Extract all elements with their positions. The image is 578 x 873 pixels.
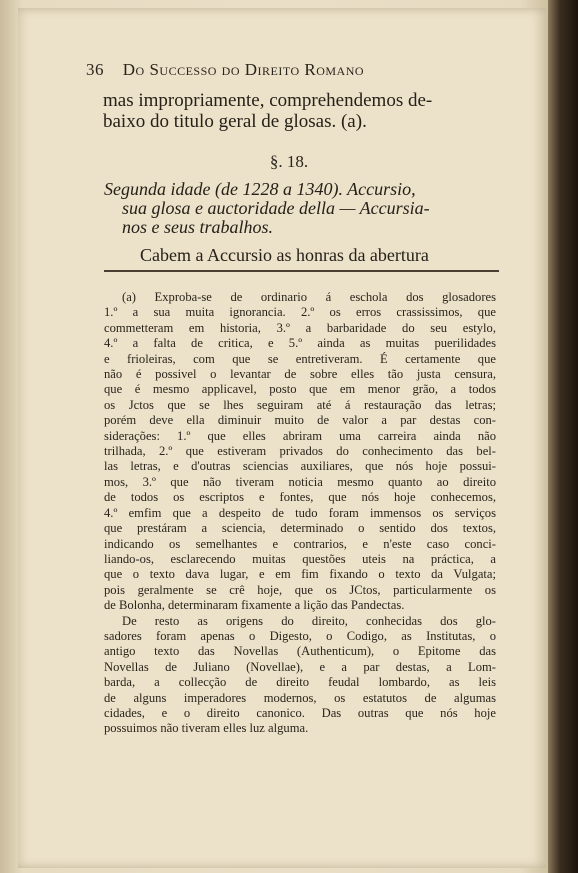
footnote-line: liando-os, esclarecendo muitas questões uteis na práctica, a xyxy=(104,551,496,566)
footnote-line: 1.º a sua muita ignorancia. 2.º os erros crassissimos, que xyxy=(104,305,496,320)
footnote-line: mos, 3.º que não tiveram noticia mesmo quanto ao direito xyxy=(104,474,496,489)
footnote-line: 4.º a falta de critica, e 5.º ainda as muitas puerilidades xyxy=(104,336,496,351)
book-spine xyxy=(548,0,578,873)
footnote-line: de todos os escriptos e fontes, que nós hoje conhecemos, xyxy=(104,490,496,505)
footnote-line: antigo texto das Novellas (Authenticum), o Epitome das xyxy=(104,644,496,659)
footnote-line: sadores foram apenas o Digesto, o Codigo, as Institutas, o xyxy=(104,628,496,643)
footnote-line: De resto as origens do direito, conhecidas dos glo- xyxy=(122,613,496,628)
page-number: 36 xyxy=(86,60,104,79)
footnote-line: não é possivel o levantar de sobre elles tão justa censura, xyxy=(104,367,496,382)
body-line: mas impropriamente, comprehendemos de- xyxy=(103,90,433,111)
heading-line: nos e seus trabalhos. xyxy=(122,217,274,237)
footnote-line: (a) Exproba-se de ordinario á eschola dos glosadores xyxy=(122,290,496,304)
paragraph-start: Cabem a Accursio as honras da abertura xyxy=(140,245,429,265)
footnote xyxy=(104,290,496,737)
footnote-line: possuimos não tiveram elles luz alguma. xyxy=(104,721,309,736)
section-number: §. 18. xyxy=(269,152,309,171)
footnote-line: que prestáram a sciencia, determinado o sentido dos textos, xyxy=(104,521,496,536)
footnote-line: 4.º emfim que a despeito de tudo foram immensos os serviços xyxy=(104,505,496,520)
body-text xyxy=(103,90,498,132)
footnote-line: trilhada, 2.º que estiveram privados do conhecimento das bel- xyxy=(104,444,496,459)
footnote-line: e frioleiras, com que se entretiveram. É certamente que xyxy=(104,351,496,366)
footnote-line: cidades, e o direito canonico. Das outras que nós hoje xyxy=(104,705,496,720)
footnote-line: que o texto dava lugar, e em fim fixando o texto da Vulgata; xyxy=(104,567,496,582)
footnote-line: de alguns imperadores modernos, os estatutos de algumas xyxy=(104,690,496,705)
footnote-line: commetteram em historia, 3.º a barbaridade do seu estylo, xyxy=(104,320,496,335)
footnote-rule xyxy=(104,270,499,272)
section-heading xyxy=(104,180,499,237)
footnote-line: las letras, e d'outras sciencias auxiliares, que nós hoje possui- xyxy=(104,459,496,474)
footnote-line: os Jctos que se lhes seguiram até á restauração das letras; xyxy=(104,397,496,412)
footnote-line: pois geralmente se crê hoje, que os JCtos, particularmente os xyxy=(104,582,496,597)
footnote-line: Novellas de Juliano (Novellae), e a par destas, a Lom- xyxy=(104,659,496,674)
heading-line: Segunda idade (de 1228 a 1340). Accursio, xyxy=(104,179,416,199)
footnote-line: siderações: 1.º que elles abriram uma carreira ainda não xyxy=(104,428,496,443)
footnote-line: de Bolonha, determinaram fixamente a lição das Pandectas. xyxy=(104,598,405,613)
heading-line: sua glosa e auctoridade della — Accursia- xyxy=(122,198,430,218)
body-line: baixo do titulo geral de glosas. (a). xyxy=(103,111,367,132)
running-title: Do Successo do Direito Romano xyxy=(122,60,365,79)
footnote-line: que é mesmo applicavel, posto que em menor grão, a todos xyxy=(104,382,496,397)
footnote-line: barda, a collecção de direito feudal lombardo, as leis xyxy=(104,675,496,690)
footnote-line: indicando os semelhantes e contrarios, e n'este caso conci- xyxy=(104,536,496,551)
footnote-line: porém deve ella diminuir muito de valor a par destas con- xyxy=(104,413,496,428)
running-head xyxy=(86,60,506,80)
